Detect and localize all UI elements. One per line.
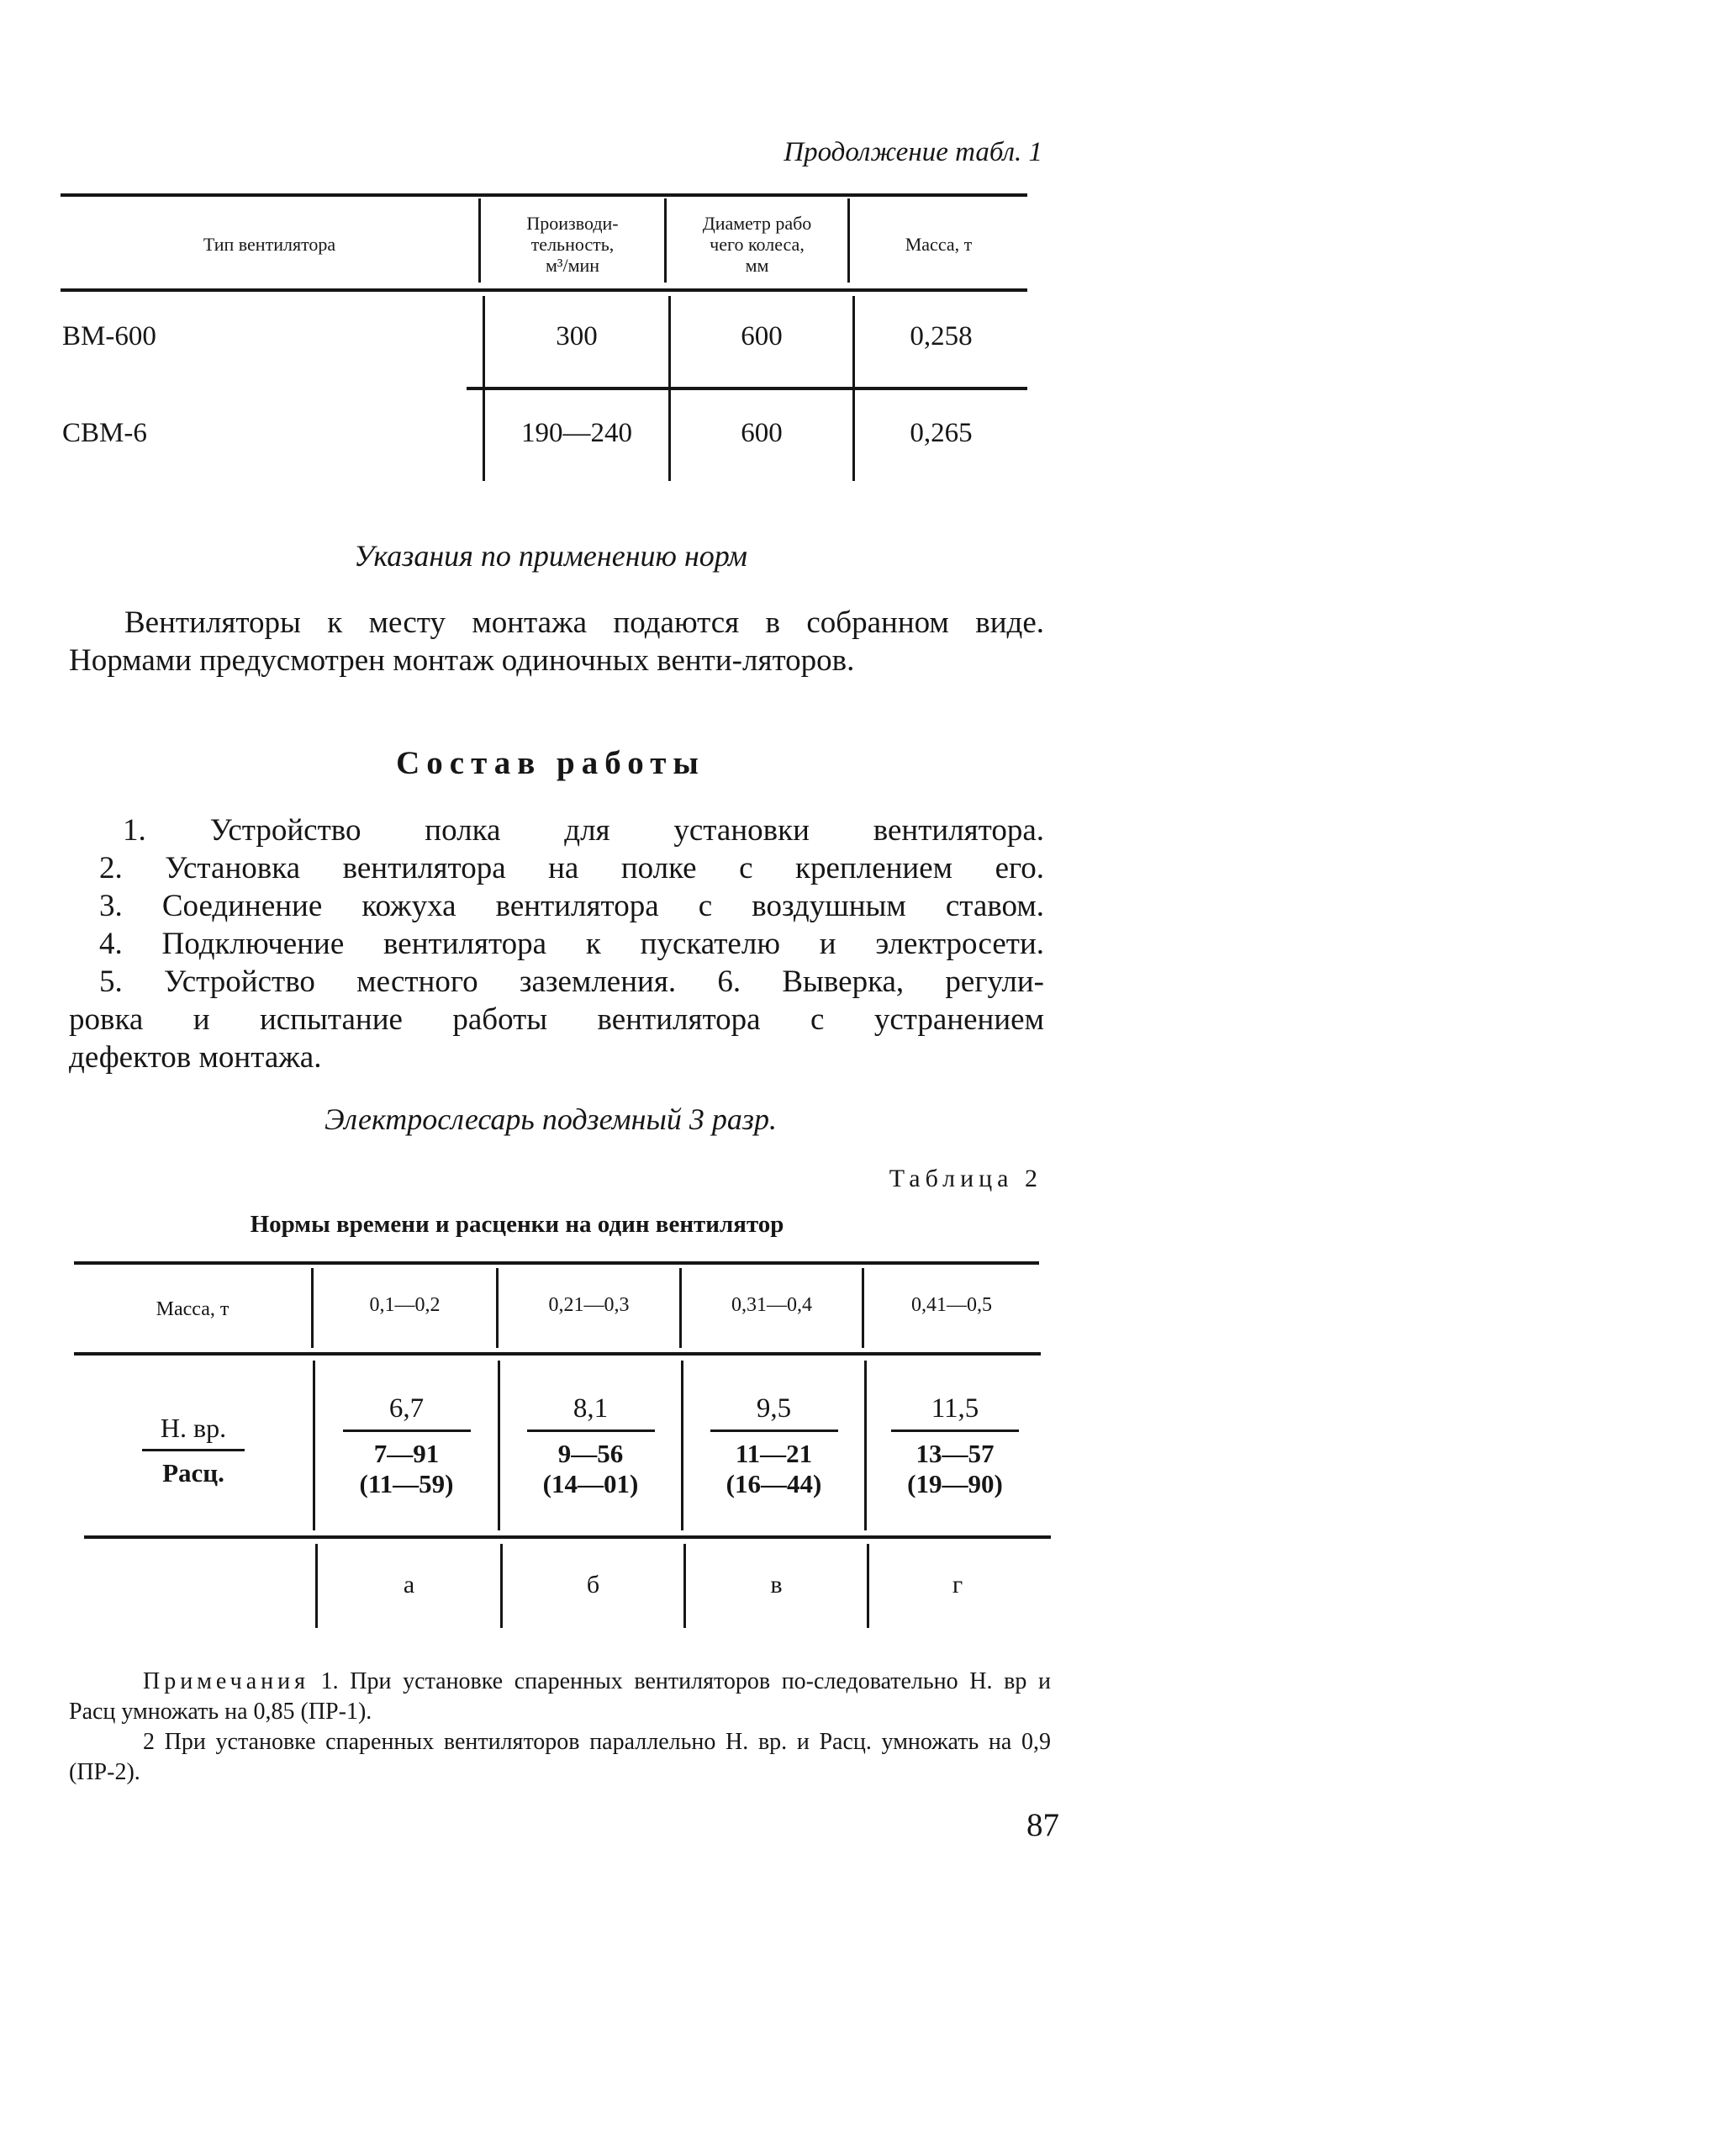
- work-line: дефектов монтажа.: [69, 1040, 322, 1075]
- norm-rate: 11—21: [735, 1439, 813, 1468]
- norm-rate: 7—91: [373, 1439, 440, 1468]
- table-2-norm-d: [867, 1383, 1043, 1509]
- norm-time: 8,1: [527, 1393, 655, 1432]
- work-line: 2. Установка вентилятора на полке с креплением его.: [99, 851, 1044, 885]
- norm-rate-alt: (16—44): [726, 1469, 822, 1498]
- table-1-row-2-diameter: 600: [741, 417, 783, 448]
- work-line: ровка и испытание работы вентилятора с устранением: [69, 1002, 1044, 1037]
- table-1-row-1-capacity: 300: [556, 320, 598, 351]
- norm-label-bottom: Расц.: [162, 1458, 224, 1488]
- table-2-letter-c: в: [770, 1571, 783, 1599]
- norm-rate-alt: (19—90): [907, 1469, 1003, 1498]
- table-1-row-1-diameter: 600: [741, 320, 783, 351]
- table-2-mass-b: 0,21—0,3: [548, 1294, 630, 1316]
- table-2-label: Таблица 2: [889, 1165, 1042, 1192]
- norm-label-top: Н. вр.: [142, 1413, 245, 1451]
- page-number: 87: [1026, 1807, 1059, 1843]
- table-2-mass-c: 0,31—0,4: [731, 1294, 812, 1316]
- table-2-norm-b: [500, 1383, 681, 1509]
- table-1-row-2-type: СВМ-6: [62, 417, 147, 448]
- note-2: 2 При установке спаренных вентиляторов параллельно Н. вр. и Расц. умножать на 0,9 (ПР-2).: [69, 1729, 1051, 1785]
- table-2-header-rule: [74, 1352, 1041, 1356]
- table-2-mass-a: 0,1—0,2: [369, 1294, 441, 1316]
- table-2-norm-a: [315, 1383, 498, 1509]
- table-2-mass-d: 0,41—0,5: [911, 1294, 992, 1316]
- table-1-row-1-type: ВМ-600: [62, 320, 156, 351]
- norm-time: 6,7: [343, 1393, 471, 1432]
- table-2-norm-c: [683, 1383, 864, 1509]
- notes: [69, 1667, 1051, 1788]
- work-list: [69, 811, 1044, 1076]
- table-1-header-capacity: Производи- тельность, м³/мин: [526, 212, 619, 276]
- table-2-letter-a: а: [403, 1571, 415, 1599]
- norm-rate-alt: (14—01): [542, 1469, 639, 1498]
- norm-rate-alt: (11—59): [359, 1469, 454, 1498]
- norm-rate: 9—56: [557, 1439, 624, 1468]
- work-title: Состав работы: [396, 745, 705, 781]
- work-line: 1. Устройство полка для установки вентилятора.: [123, 813, 1044, 848]
- norm-time: 9,5: [710, 1393, 838, 1432]
- table-1-row-1-mass: 0,258: [910, 320, 973, 351]
- instructions-title: Указания по применению норм: [354, 539, 747, 573]
- table-2-norm-label: [101, 1396, 286, 1505]
- table-2-letter-b: б: [586, 1571, 600, 1599]
- table-1-header-type: Тип вентилятора: [203, 233, 336, 255]
- worker-title: Электрослесарь подземный 3 разр.: [325, 1102, 777, 1136]
- table-1-top-rule: [61, 193, 1027, 197]
- table-1-row-rule: [467, 387, 1027, 390]
- table-2-mass-label: Масса, т: [156, 1298, 230, 1320]
- table-1-header-mass: Масса, т: [905, 233, 973, 255]
- note-1: Примечания 1. При установке спаренных вентиляторов по-следовательно Н. вр и Расц умножать на 0,85 (ПР-1).: [69, 1668, 1051, 1725]
- table-2-body-rule: [84, 1535, 1051, 1539]
- table-1-header-diameter: Диаметр рабо чего колеса, мм: [702, 212, 812, 276]
- table-1-row-2-mass: 0,265: [910, 417, 973, 448]
- table-2-top-rule: [74, 1261, 1039, 1265]
- instructions-paragraph: Вентиляторы к месту монтажа подаются в собранном виде. Нормами предусмотрен монтаж одиночных венти-ляторов.: [69, 605, 1044, 678]
- notes-label: Примечания: [143, 1668, 310, 1694]
- norm-time: 11,5: [891, 1393, 1019, 1432]
- table-1-row-2-capacity: 190—240: [521, 417, 632, 448]
- norm-rate: 13—57: [915, 1439, 995, 1468]
- work-line: 5. Устройство местного заземления. 6. Выверка, регули-: [99, 964, 1044, 999]
- work-line: 3. Соединение кожуха вентилятора с воздушным ставом.: [99, 889, 1044, 923]
- table-2-caption: Нормы времени и расценки на один вентилятор: [250, 1211, 784, 1238]
- work-line: 4. Подключение вентилятора к пускателю и электросети.: [99, 927, 1044, 961]
- table-continuation-label: Продолжение табл. 1: [784, 137, 1042, 167]
- table-1-header-rule: [61, 288, 1027, 292]
- table-2-letter-d: г: [952, 1571, 963, 1599]
